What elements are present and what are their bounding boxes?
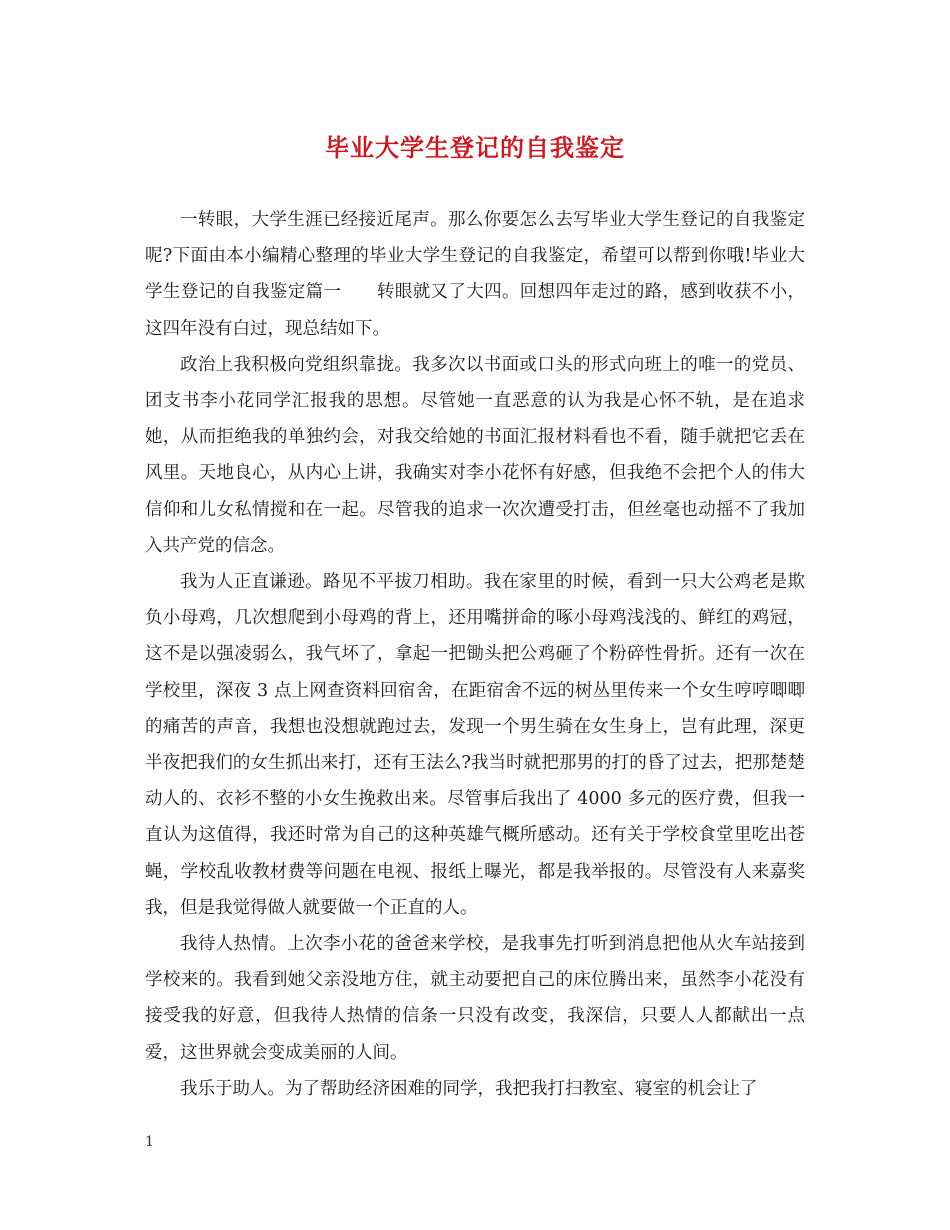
paragraph-warmth: 我待人热情。上次李小花的爸爸来学校，是我事先打听到消息把他从火车站接到学校来的。我看到她父亲没地方住，就主动要把自己的床位腾出来，虽然李小花没有接受我的好意，但我待人热情的信条一只没有改变，我深信，只要人人都献出一点爱，这世界就会变成美丽的人间。 — [145, 934, 805, 1063]
paragraph-politics: 政治上我积极向党组织靠拢。我多次以书面或口头的形式向班上的唯一的党员、团支书李小花同学汇报我的思想。尽管她一直恶意的认为我是心怀不轨，是在追求她，从而拒绝我的单独约会，对我交给她的书面汇报材料看也不看，随手就把它丢在风里。天地良心，从内心上讲，我确实对李小花怀有好感，但我绝不会把个人的伟大信仰和儿女私情搅和在一起。尽管我的追求一次次遭受打击，但丝毫也动摇不了我加入共产党的信念。 — [145, 354, 805, 556]
document-title: 毕业大学生登记的自我鉴定 — [325, 133, 625, 162]
paragraph-intro: 一转眼，大学生涯已经接近尾声。那么你要怎么去写毕业大学生登记的自我鉴定呢?下面由本小编精心整理的毕业大学生登记的自我鉴定，希望可以帮到你哦!毕业大学生登记的自我鉴定篇一 转眼就又了大四。回想四年走过的路，感到收获不小，这四年没有白过，现总结如下。 — [145, 210, 805, 339]
paragraph-helpfulness: 我乐于助人。为了帮助经济困难的同学，我把我打扫教室、寝室的机会让了 — [180, 1078, 758, 1099]
paragraph-integrity: 我为人正直谦逊。路见不平拔刀相助。我在家里的时候，看到一只大公鸡老是欺负小母鸡，几次想爬到小母鸡的背上，还用嘴拼命的啄小母鸡浅浅的、鲜红的鸡冠，这不是以强凌弱么，我气坏了，拿起一把锄头把公鸡砸了个粉碎性骨折。还有一次在学校里，深夜 3 点上网查资料回宿舍，在距宿舍不远的树丛里传来一个女生哼哼唧唧的痛苦的声音，我想也没想就跑过去，发现一个男生骑在女生身上，岂有此理，深更半夜把我们的女生抓出来打，还有王法么?我当时就把那男的打的昏了过去，把那楚楚动人的、衣衫不整的小女生挽救出来。尽管事后我出了 4000 多元的医疗费，但我一直认为这值得，我还时常为自己的这种英雄气概所感动。还有关于学校食堂里吃出苍蝇，学校乱收教材费等问题在电视、报纸上曝光，都是我举报的。尽管没有人来嘉奖我，但是我觉得做人就要做一个正直的人。 — [145, 572, 805, 918]
document-body — [145, 202, 805, 1107]
page-number: 1 — [145, 1134, 154, 1150]
